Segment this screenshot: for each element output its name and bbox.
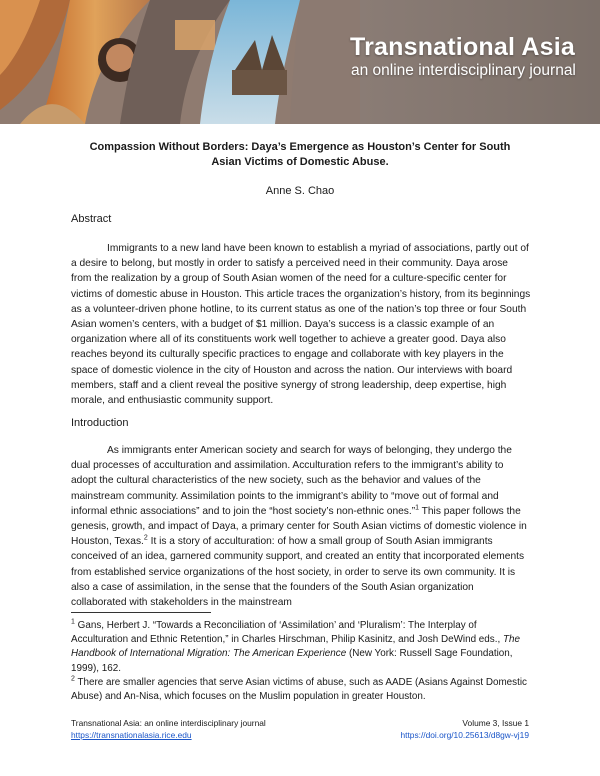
journal-tagline: an online interdisciplinary journal (351, 62, 576, 79)
abstract-heading: Abstract (71, 213, 112, 225)
article-title: Compassion Without Borders: Daya’s Emergence as Houston’s Center for South Asian Victims of Domestic Abuse. (89, 141, 511, 168)
footnote-2-number: 2 (71, 675, 75, 683)
intro-text-1: As immigrants enter American society and search for ways of belonging, they undergo the dual processes of acculturation and assimilation. Acculturation refers to the immigrant’s ability to adopt the cultural characteristics of the new society, such as the behavior and values of the mainstream community. Assimilation points to the immigrant’s ability to “move out of formal and informal ethnic associations” and to join the “host society’s non-ethnic ones.” (71, 445, 512, 517)
intro-text-2: This paper follows the genesis, growth, and impact of Daya, a primary center for South Asian victims of domestic violence in Houston, Texas. (71, 505, 527, 548)
footer-volume: Volume 3, Issue 1 (462, 718, 529, 728)
footer-journal-line: Transnational Asia: an online interdisciplinary journal (71, 718, 266, 728)
footnote-2-text: There are smaller agencies that serve Asian victims of abuse, such as AADE (Asians Against Domestic Abuse) and An-Nisa, which focuses on the Muslim population in greater Houston. (71, 677, 527, 703)
intro-text-3: It is a story of acculturation: of how a small group of South Asian immigrants conceived of an idea, garnered community support, and created an entity that incorporated elements from established service organizations of the host society, in order to serve its own community. It is also a case of assimilation, in the sense that the founders of the South Asian organization collaborated with stakeholders in the mainstream (71, 536, 525, 609)
abstract-paragraph (71, 241, 531, 408)
footnote-2 (71, 676, 533, 704)
footnote-1-publisher: (New York: Russell Sage Foundation, 1999), 162. (71, 648, 513, 674)
article-author: Anne S. Chao (265, 185, 335, 197)
introduction-heading: Introduction (71, 417, 129, 429)
abstract-text: Immigrants to a new land have been known to establish a myriad of associations, partly out of a desire to belong, but mostly in order to satisfy a perceived need in their community. Daya arose from the realization by a group of South Asian women of the need for a culture-specific center for victims of domestic abuse in Houston. This article traces the organization’s history, from its beginnings as a volunteer-driven phone hotline, to its current status as one of the nation’s top three or four South Asian women’s centers, with a budget of $1 million. Daya’s success is a classic example of an organization where all of its constituents work well together to achieve a greater good. Daya also reaches beyond its culturally specific practices to engage and collaborate with key players in the space of domestic violence in the city of Houston and across the nation. Our interviews with board members, staff and a client reveal the positive synergy of strong leadership, deep expertise, high morale, and enthusiastic community support. (71, 243, 531, 407)
page-footer-right (400, 717, 529, 741)
footnote-1-book-title: The Handbook of International Migration: The American Experience (71, 634, 521, 660)
footnote-1-text: Gans, Herbert J. “Towards a Reconciliation of ‘Assimilation’ and ‘Pluralism’: The Interplay of Acculturation and Ethnic Retention,” in Charles Hirschman, Philip Kasinitz, and Josh DeWind eds., (71, 620, 501, 646)
footnote-divider (71, 612, 211, 613)
footnote-1-number: 1 (71, 618, 75, 626)
footer-url-link[interactable]: https://transnationalasia.rice.edu (71, 730, 192, 740)
footnote-1 (71, 619, 533, 676)
banner-collage-image (0, 0, 360, 124)
page-footer-left (71, 717, 266, 741)
journal-name: Transnational Asia (350, 33, 575, 61)
introduction-paragraph (71, 443, 531, 610)
footer-doi-link[interactable]: https://doi.org/10.25613/d8gw-vj19 (400, 730, 529, 740)
footnote-ref-2[interactable]: 2 (143, 534, 148, 542)
journal-banner (0, 0, 600, 124)
footnote-ref-1[interactable]: 1 (415, 504, 420, 512)
